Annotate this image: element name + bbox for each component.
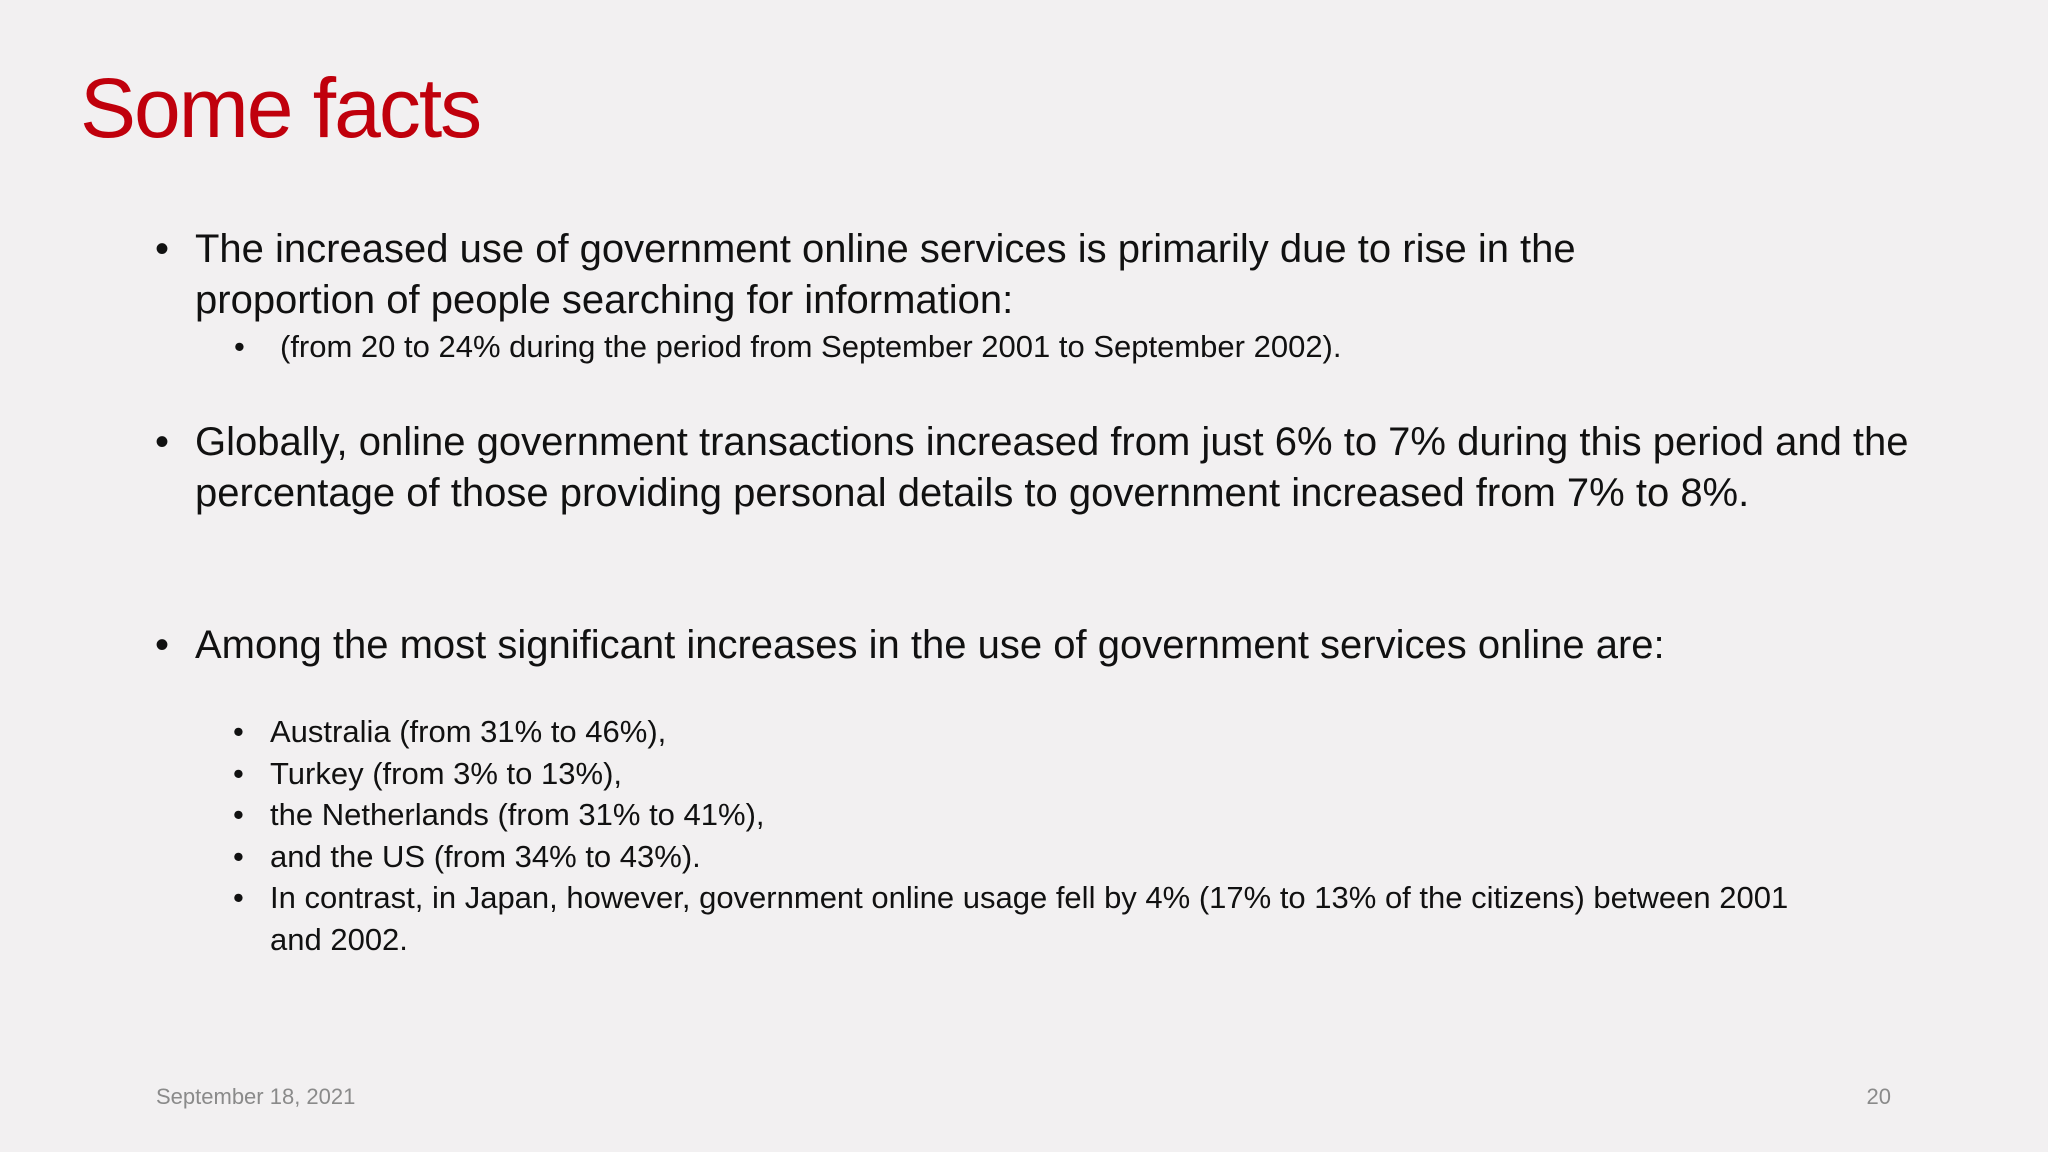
bullet-marker: • bbox=[155, 623, 170, 667]
sub-bullet-item bbox=[233, 877, 1813, 960]
sub-bullet-list bbox=[233, 711, 1813, 960]
sub-bullet-text: Australia (from 31% to 46%), bbox=[270, 714, 667, 749]
bullet-text: Globally, online government transactions increased from just 6% to 7% during this period and the percentage of those providing personal details to government increased from 7% to 8%. bbox=[195, 420, 1909, 515]
footer-date: September 18, 2021 bbox=[156, 1084, 356, 1109]
bullet-item bbox=[155, 417, 1915, 519]
bullet-item bbox=[155, 224, 1755, 326]
bullet-marker: • bbox=[155, 420, 170, 464]
page-number: 20 bbox=[1866, 1084, 1891, 1109]
sub-bullet-text: In contrast, in Japan, however, government online usage fell by 4% (17% to 13% of the citizens) between 2001 and 2002. bbox=[270, 880, 1789, 957]
sub-bullet-item bbox=[234, 326, 1684, 368]
bullet-text: The increased use of government online services is primarily due to rise in the proportion of people searching for information: bbox=[195, 227, 1576, 322]
bullet-text: Among the most significant increases in the use of government services online are: bbox=[195, 623, 1665, 667]
sub-bullet-marker: • bbox=[233, 880, 244, 915]
sub-bullet-item bbox=[233, 836, 1813, 878]
sub-bullet-text: and the US (from 34% to 43%). bbox=[270, 838, 701, 874]
bullet-item bbox=[155, 620, 1915, 671]
sub-bullet-item bbox=[233, 711, 1813, 753]
sub-bullet-marker: • bbox=[233, 797, 244, 832]
sub-bullet-item bbox=[233, 753, 1813, 795]
sub-bullet-text: Turkey (from 3% to 13%), bbox=[270, 755, 623, 791]
sub-bullet-text: the Netherlands (from 31% to 41%), bbox=[270, 797, 765, 832]
bullet-marker: • bbox=[155, 227, 170, 271]
sub-bullet-item bbox=[233, 794, 1813, 836]
slide-title: Some facts bbox=[80, 61, 481, 155]
sub-bullet-marker: • bbox=[233, 755, 244, 791]
sub-bullet-marker: • bbox=[233, 714, 244, 749]
sub-bullet-text: (from 20 to 24% during the period from September 2001 to September 2002). bbox=[280, 329, 1342, 364]
sub-bullet-marker: • bbox=[234, 329, 245, 364]
sub-bullet-marker: • bbox=[233, 838, 244, 874]
